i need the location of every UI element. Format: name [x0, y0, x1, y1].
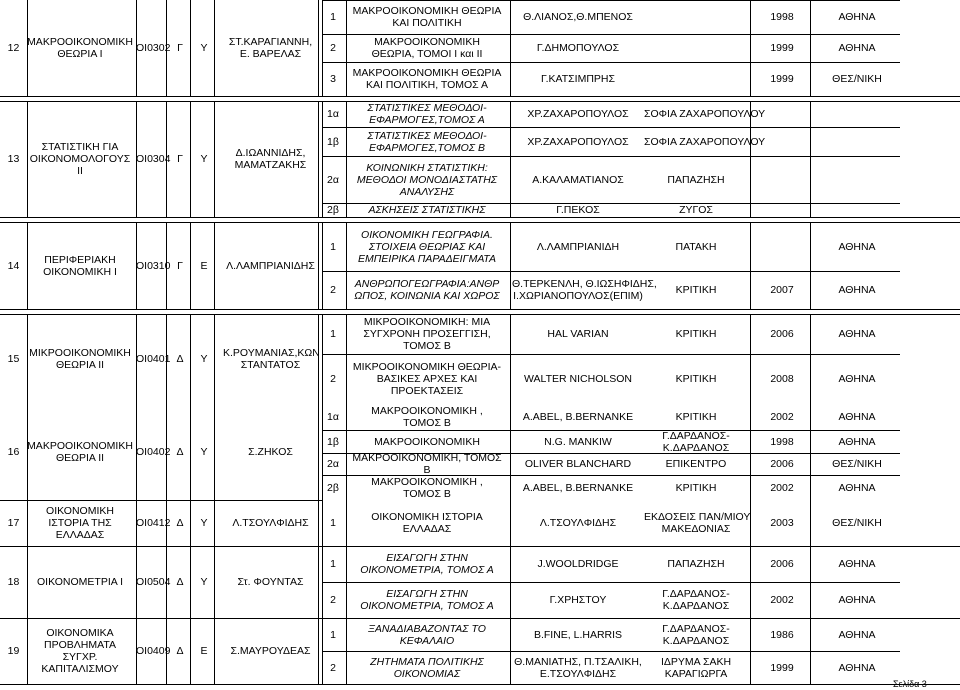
book-year: 1999 [770, 662, 794, 674]
book-title: ΜΙΚΡΟΟΙΚΟΝΟΜΙΚΗ ΘΕΩΡΙΑ- [352, 361, 502, 373]
course-instructor: Δ.ΙΩΑΝΝΙΔΗΣ, [235, 147, 306, 159]
book-publisher: ΚΡΙΤΙΚΗ [675, 328, 717, 340]
rule-line [190, 101, 191, 217]
book-number: 2 [330, 42, 336, 54]
rule-line [510, 222, 511, 309]
book-title: ΕΙΣΑΓΩΓΗ ΣΤΗΝ [386, 588, 468, 600]
book-publisher: Γ.ΔΑΡΔΑΝΟΣ- [662, 623, 730, 635]
course-number: 16 [7, 446, 20, 458]
book-city: ΑΘΗΝΑ [838, 662, 876, 674]
course-code: ΟΙ0302 [136, 42, 171, 54]
course-type: Ε [200, 260, 208, 272]
course-type: Υ [200, 576, 208, 588]
book-publisher: ΚΡΙΤΙΚΗ [675, 373, 717, 385]
book-publisher: ΠΑΤΑΚΗ [675, 241, 717, 253]
course-code: ΟΙ0504 [136, 576, 171, 588]
book-title: ΕΛΛΑΔΑΣ [402, 523, 452, 535]
book-author: OLIVER BLANCHARD [524, 458, 632, 470]
book-title: ΜΑΚΡΟΟΙΚΟΝΟΜΙΚΗ , [371, 476, 483, 488]
book-year: 2006 [770, 458, 794, 470]
book-publisher: ΜΑΚΕΔΟΝΙΑΣ [661, 523, 731, 535]
book-publisher: ΠΑΠΑΖΗΣΗ [667, 558, 725, 570]
book-title: ΘΕΩΡΙΑ, ΤΟΜΟΙ I και II [371, 48, 483, 60]
book-title: ΩΠΟΣ, ΚΟΙΝΩΝΙΑ ΚΑΙ ΧΩΡΟΣ [354, 290, 500, 302]
rule-line [322, 354, 900, 355]
book-publisher: Κ.ΔΑΡΔΑΝΟΣ [662, 635, 730, 647]
rule-line [322, 651, 900, 652]
course-code: ΟΙ0401 [136, 353, 171, 365]
book-author: Θ.ΤΕΡΚΕΝΛΗ, Θ.ΙΩΣΗΦΙΔΗΣ, [512, 278, 657, 290]
book-title: ΜΑΚΡΟΟΙΚΟΝΟΜΙΚΗ , [371, 405, 483, 417]
book-number: 2 [330, 662, 336, 674]
course-number: 12 [7, 42, 20, 54]
book-number: 2 [330, 284, 336, 296]
course-number: 14 [7, 260, 20, 272]
book-author: A.ABEL, B.BERNANKE [522, 411, 634, 423]
book-author: Ε.ΤΣΟΥΛΦΙΔΗΣ [539, 668, 617, 680]
book-city: ΑΘΗΝΑ [838, 241, 876, 253]
book-title: ΣΥΓΧΡΟΝΗ ΠΡΟΣΕΓΓΙΣΗ, [363, 328, 491, 340]
book-title: ΜΑΚΡΟΟΙΚΟΝΟΜΙΚΗ ΘΕΩΡΙΑ [352, 67, 502, 79]
book-number: 2 [330, 594, 336, 606]
book-title: ΒΑΣΙΚΕΣ ΑΡΧΕΣ ΚΑΙ [376, 373, 478, 385]
course-instructor: ΣΤΑΝΤΑΤΟΣ [240, 359, 301, 371]
book-number: 1α [327, 411, 339, 423]
course-instructor: Κ.ΡΟΥΜΑΝΙΑΣ,ΚΩΝ [223, 347, 320, 359]
book-title: ΟΙΚΟΝΟΜΙΑΣ [393, 668, 461, 680]
book-city: ΑΘΗΝΑ [838, 482, 876, 494]
rule-line [0, 500, 322, 501]
course-number: 18 [7, 576, 20, 588]
rule-line [0, 309, 960, 310]
book-city: ΑΘΗΝΑ [838, 42, 876, 54]
book-number: 2β [327, 482, 339, 494]
course-title: ΟΙΚΟΝΟΜΟΛΟΓΟΥΣ [29, 153, 131, 165]
book-author: Θ.ΛΙΑΝΟΣ,Θ.ΜΠΕΝΟΣ [523, 11, 633, 23]
course-year: Δ [176, 645, 184, 657]
rule-line [322, 62, 900, 63]
book-city: ΑΘΗΝΑ [838, 436, 876, 448]
book-title: ΚΟΙΝΩΝΙΚΗ ΣΤΑΤΙΣΤΙΚΗ: [366, 162, 488, 174]
rule-line [0, 217, 960, 218]
book-year: 1998 [770, 11, 794, 23]
book-number: 2α [327, 174, 339, 186]
course-instructor: Στ. ΦΟΥΝΤΑΣ [237, 576, 304, 588]
course-year: Δ [176, 576, 184, 588]
rule-line [190, 0, 191, 96]
book-year: 2003 [770, 517, 794, 529]
course-instructor: Λ.ΛΑΜΠΡΙΑΝΙΔΗΣ [226, 260, 315, 272]
course-year: Δ [176, 353, 184, 365]
book-year: 2008 [770, 373, 794, 385]
course-instructor: Ε. ΒΑΡΕΛΑΣ [239, 48, 302, 60]
book-year: 1986 [770, 629, 794, 641]
course-title: ΙΣΤΟΡΙΑ ΤΗΣ [48, 517, 112, 529]
course-year: Δ [176, 517, 184, 529]
course-type: Υ [200, 42, 208, 54]
course-title: II [77, 165, 83, 177]
book-title: ΤΟΜΟΣ Β [403, 488, 451, 500]
book-publisher: ΙΔΡΥΜΑ ΣΑΚΗ [660, 656, 732, 668]
rule-line [136, 314, 137, 684]
book-city: ΑΘΗΝΑ [838, 594, 876, 606]
book-publisher: Κ.ΔΑΡΔΑΝΟΣ [662, 600, 730, 612]
rule-line [0, 618, 960, 619]
course-title: ΕΛΛΑΔΑΣ [55, 529, 105, 541]
book-publisher: ΚΑΡΑΓΙΩΡΓΑ [664, 668, 728, 680]
book-author: A.ABEL, B.BERNANKE [522, 482, 634, 494]
course-year: Γ [177, 153, 183, 165]
page-number: Σελίδα 3 [893, 679, 927, 689]
book-city: ΑΘΗΝΑ [838, 11, 876, 23]
book-publisher: ΕΠΙΚΕΝΤΡΟ [665, 458, 727, 470]
book-title: ΖΗΤΗΜΑΤΑ ΠΟΛΙΤΙΚΗΣ [370, 656, 484, 668]
rule-line [318, 0, 319, 96]
book-city: ΑΘΗΝΑ [838, 411, 876, 423]
book-city: ΘΕΣ/ΝΙΚΗ [832, 517, 882, 529]
rule-line [214, 222, 215, 309]
course-code: ΟΙ0304 [136, 153, 171, 165]
rule-line [750, 0, 751, 96]
course-title: ΜΑΚΡΟΟΙΚΟΝΟΜΙΚΗ [27, 36, 133, 48]
book-number: 1 [330, 241, 336, 253]
course-number: 13 [7, 153, 20, 165]
book-title: ΚΕΦΑΛΑΙΟ [399, 635, 455, 647]
book-publisher: ΣΟΦΙΑ ΖΑΧΑΡΟΠΟΥΛΟΥ [644, 136, 766, 148]
book-author: N.G. MANKIW [544, 436, 612, 448]
course-number: 15 [7, 353, 20, 365]
book-number: 1β [327, 436, 339, 448]
course-type: Υ [200, 446, 208, 458]
book-number: 1 [330, 558, 336, 570]
book-author: J.WOOLDRIDGE [537, 558, 619, 570]
rule-line [810, 101, 811, 217]
book-author: Γ.ΠΕΚΟΣ [556, 204, 600, 216]
course-title: ΣΥΓΧΡ. [62, 651, 98, 663]
rule-line [346, 222, 347, 309]
rule-line [322, 156, 900, 157]
book-title: ΜΑΚΡΟΟΙΚΟΝΟΜΙΚΗ ΘΕΩΡΙΑ [352, 5, 502, 17]
book-title: ΟΙΚΟΝΟΜΕΤΡΙΑ, ΤΟΜΟΣ Α [360, 600, 494, 612]
course-type: Ε [200, 645, 208, 657]
course-instructor: ΜΑΜΑΤΖΑΚΗΣ [234, 159, 307, 171]
rule-line [318, 314, 319, 684]
book-title: ΜΑΚΡΟΟΙΚΟΝΟΜΙΚΗ [374, 436, 480, 448]
book-publisher: ΖΥΓΟΣ [679, 204, 713, 216]
book-author: ΧΡ.ΖΑΧΑΡΟΠΟΥΛΟΣ [527, 108, 629, 120]
book-publisher: ΚΡΙΤΙΚΗ [675, 284, 717, 296]
book-city: ΑΘΗΝΑ [838, 558, 876, 570]
book-year: 2002 [770, 594, 794, 606]
book-year: 2006 [770, 558, 794, 570]
rule-line [214, 314, 215, 684]
rule-line [190, 222, 191, 309]
book-city: ΑΘΗΝΑ [838, 373, 876, 385]
rule-line [510, 0, 511, 96]
book-title: ΕΙΣΑΓΩΓΗ ΣΤΗΝ [386, 552, 468, 564]
book-author: Γ.ΧΡΗΣΤΟΥ [549, 594, 607, 606]
book-author: Λ.ΛΑΜΠΡΙΑΝΙΔΗ [536, 241, 620, 253]
book-publisher: Κ.ΔΑΡΔΑΝΟΣ [662, 442, 730, 454]
book-title: ΑΣΚΗΣΕΙΣ ΣΤΑΤΙΣΤΙΚΗΣ [368, 204, 486, 216]
book-publisher: ΕΚΔΟΣΕΙΣ ΠΑΝ/ΜΙΟΥ [644, 511, 751, 523]
rule-line [810, 222, 811, 309]
book-author: B.FINE, L.HARRIS [533, 629, 623, 641]
rule-line [322, 271, 900, 272]
book-year: 1999 [770, 73, 794, 85]
course-type: Υ [200, 353, 208, 365]
course-title: ΟΙΚΟΝΟΜΙΚΑ [46, 627, 114, 639]
rule-line [346, 0, 347, 96]
book-year: 1998 [770, 436, 794, 448]
book-city: ΘΕΣ/ΝΙΚΗ [832, 458, 882, 470]
book-number: 1 [330, 517, 336, 529]
course-instructor: Λ.ΤΣΟΥΛΦΙΔΗΣ [232, 517, 309, 529]
course-title: ΟΙΚΟΝΟΜΙΚΗ [46, 505, 114, 517]
course-title: ΜΙΚΡΟΟΙΚΟΝΟΜΙΚΗ [29, 347, 131, 359]
book-city: ΑΘΗΝΑ [838, 328, 876, 340]
book-title: ΜΙΚΡΟΟΙΚΟΝΟΜΙΚΗ: ΜΙΑ [363, 316, 491, 328]
rule-line [318, 101, 319, 217]
book-author: Γ.ΔΗΜΟΠΟΥΛΟΣ [536, 42, 620, 54]
rule-line [750, 314, 751, 684]
book-title: ΕΦΑΡΜΟΓΕΣ,ΤΟΜΟΣ Β [368, 142, 486, 154]
course-instructor: Σ.ΜΑΥΡΟΥΔΕΑΣ [230, 645, 311, 657]
book-number: 2α [327, 458, 339, 470]
book-title: ΞΑΝΑΔΙΑΒΑΖΟΝΤΑΣ ΤΟ [368, 623, 486, 635]
book-year: 2002 [770, 482, 794, 494]
rule-line [810, 314, 811, 684]
book-number: 1α [327, 108, 339, 120]
book-title: ΣΤΑΤΙΣΤΙΚΕΣ ΜΕΘΟΔΟΙ- [367, 130, 487, 142]
rule-line [214, 101, 215, 217]
course-code: ΟΙ0412 [136, 517, 171, 529]
book-number: 3 [330, 73, 336, 85]
course-title: ΟΙΚΟΝΟΜΙΚΗ I [43, 266, 117, 278]
book-title: ΣΤΑΤΙΣΤΙΚΕΣ ΜΕΘΟΔΟΙ- [367, 102, 487, 114]
course-title: ΘΕΩΡΙΑ I [57, 48, 103, 60]
book-year: 2006 [770, 328, 794, 340]
course-title: ΟΙΚΟΝΟΜΕΤΡΙΑ I [36, 576, 124, 588]
course-title: ΠΕΡΙΦΕΡΙΑΚΗ [44, 254, 116, 266]
book-author: Θ.ΜΑΝΙΑΤΗΣ, Π.ΤΣΑΛΙΚΗ, [514, 656, 642, 668]
course-year: Γ [177, 260, 183, 272]
book-publisher: Γ.ΔΑΡΔΑΝΟΣ- [662, 430, 730, 442]
book-publisher: Γ.ΔΑΡΔΑΝΟΣ- [662, 588, 730, 600]
rule-line [0, 684, 960, 685]
course-type: Υ [200, 153, 208, 165]
book-number: 1β [327, 136, 339, 148]
book-number: 1 [330, 328, 336, 340]
book-city: ΑΘΗΝΑ [838, 629, 876, 641]
course-code: ΟΙ0310 [136, 260, 171, 272]
book-title: Β [423, 464, 431, 476]
rule-line [346, 101, 347, 217]
book-title: ΤΟΜΟΣ Β [403, 340, 451, 352]
book-author: Α.ΚΑΛΑΜΑΤΙΑΝΟΣ [532, 174, 624, 186]
rule-line [322, 0, 900, 1]
course-year: Δ [176, 446, 184, 458]
rule-line [322, 430, 900, 431]
book-number: 1 [330, 629, 336, 641]
book-number: 1 [330, 11, 336, 23]
book-title: ΑΝΑΛΥΣΗΣ [399, 186, 455, 198]
course-type: Υ [200, 517, 208, 529]
course-title: ΚΑΠΙΤΑΛΙΣΜΟΥ [41, 663, 119, 675]
book-title: ΜΑΚΡΟΟΙΚΟΝΟΜΙΚΗ [374, 36, 480, 48]
course-code: ΟΙ0402 [136, 446, 171, 458]
book-author: Ι.ΧΩΡΙΑΝΟΠΟΥΛΟΣ(ΕΠΙΜ) [513, 290, 643, 302]
course-title: ΘΕΩΡΙΑ II [55, 359, 105, 371]
book-title: ΚΑΙ ΠΟΛΙΤΙΚΗ [392, 17, 462, 29]
rule-line [214, 0, 215, 96]
book-title: ΚΑΙ ΠΟΛΙΤΙΚΗ, ΤΟΜΟΣ Α [365, 79, 489, 91]
book-author: HAL VARIAN [547, 328, 609, 340]
rule-line [322, 127, 900, 128]
book-title: ΑΝΘΡΩΠΟΓΕΩΓΡΑΦΙΑ:ΑΝΘΡ [354, 278, 500, 290]
course-instructor: Σ.ΖΗΚΟΣ [248, 446, 293, 458]
book-publisher: ΚΡΙΤΙΚΗ [675, 482, 717, 494]
book-title: ΤΟΜΟΣ Β [403, 417, 451, 429]
book-number: 2β [327, 204, 339, 216]
course-number: 17 [7, 517, 20, 529]
course-instructor: ΣΤ.ΚΑΡΑΓΙΑΝΝΗ, [228, 36, 313, 48]
rule-line [750, 222, 751, 309]
course-code: ΟΙ0409 [136, 645, 171, 657]
book-title: ΠΡΟΕΚΤΑΣΕΙΣ [390, 385, 464, 397]
book-title: ΟΙΚΟΝΟΜΙΚΗ ΙΣΤΟΡΙΑ [371, 511, 483, 523]
book-author: ΧΡ.ΖΑΧΑΡΟΠΟΥΛΟΣ [527, 136, 629, 148]
book-title: ΜΑΚΡΟΟΙΚΟΝΟΜΙΚΗ, ΤΟΜΟΣ [352, 452, 502, 464]
book-title: ΕΜΠΕΙΡΙΚΑ ΠΑΡΑΔΕΙΓΜΑΤΑ [358, 253, 496, 265]
book-title: ΣΤΟΙΧΕΙΑ ΘΕΩΡΙΑΣ ΚΑΙ [368, 241, 486, 253]
rule-line [510, 101, 511, 217]
course-title: ΜΑΚΡΟΟΙΚΟΝΟΜΙΚΗ [27, 440, 133, 452]
rule-line [322, 34, 900, 35]
book-publisher: ΠΑΠΑΖΗΣΗ [667, 174, 725, 186]
book-publisher: ΣΟΦΙΑ ΖΑΧΑΡΟΠΟΥΛΟΥ [644, 108, 766, 120]
book-number: 2 [330, 373, 336, 385]
book-author: WALTER NICHOLSON [524, 373, 632, 385]
rule-line [190, 314, 191, 684]
course-title: ΠΡΟΒΛΗΜΑΤΑ [44, 639, 116, 651]
book-author: Λ.ΤΣΟΥΛΦΙΔΗΣ [539, 517, 617, 529]
rule-line [322, 582, 900, 583]
book-year: 2002 [770, 411, 794, 423]
book-year: 1999 [770, 42, 794, 54]
course-title: ΘΕΩΡΙΑ II [55, 452, 105, 464]
course-number: 19 [7, 645, 20, 657]
book-author: Γ.ΚΑΤΣΙΜΠΡΗΣ [540, 73, 615, 85]
book-year: 2007 [770, 284, 794, 296]
rule-line [318, 222, 319, 309]
rule-line [810, 0, 811, 96]
rule-line [0, 546, 960, 547]
book-city: ΘΕΣ/ΝΙΚΗ [832, 73, 882, 85]
book-title: ΜΕΘΟΔΟΙ ΜΟΝΟΔΙΑΣΤΑΤΗΣ [356, 174, 498, 186]
course-title: ΣΤΑΤΙΣΤΙΚΗ ΓΙΑ [41, 141, 119, 153]
rule-line [0, 314, 960, 315]
rule-line [346, 314, 347, 684]
book-title: ΕΦΑΡΜΟΓΕΣ,ΤΟΜΟΣ Α [369, 114, 485, 126]
rule-line [510, 314, 511, 684]
book-title: ΟΙΚΟΝΟΜΙΚΗ ΓΕΩΓΡΑΦΙΑ. [361, 229, 493, 241]
book-title: ΟΙΚΟΝΟΜΕΤΡΙΑ, ΤΟΜΟΣ Α [360, 564, 494, 576]
course-year: Γ [177, 42, 183, 54]
rule-line [0, 222, 960, 223]
rule-line [0, 96, 960, 97]
rule-line [166, 314, 167, 684]
book-city: ΑΘΗΝΑ [838, 284, 876, 296]
book-publisher: ΚΡΙΤΙΚΗ [675, 411, 717, 423]
